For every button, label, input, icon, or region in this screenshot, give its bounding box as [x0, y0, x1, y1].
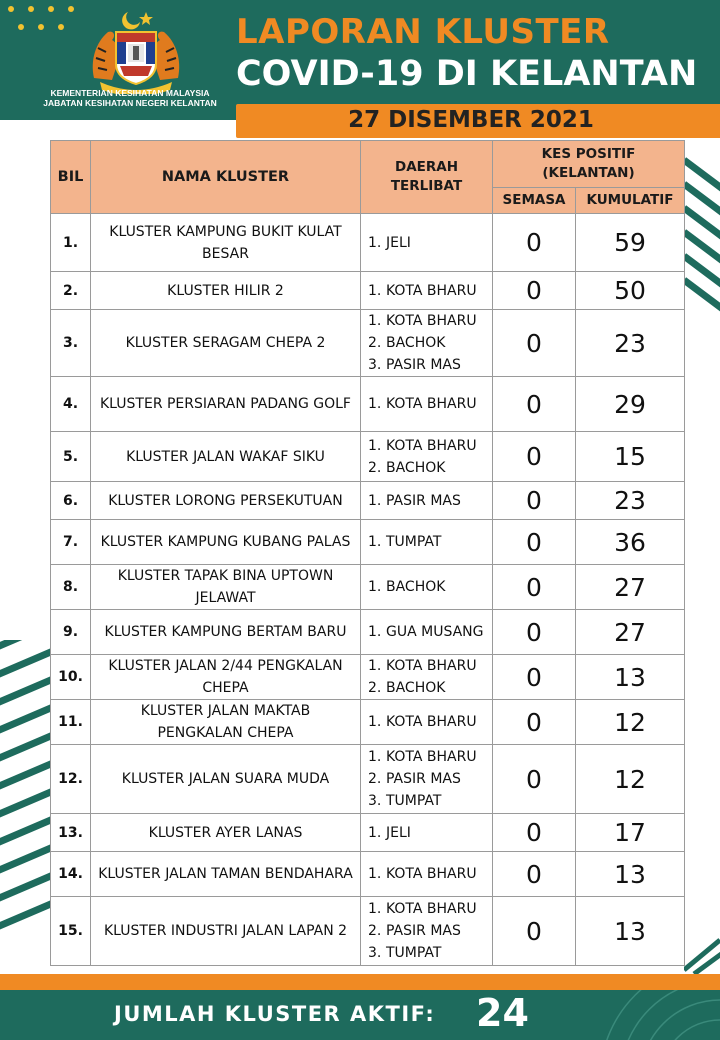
daerah-item-number: 1.	[368, 282, 382, 299]
table-row	[51, 272, 685, 310]
daerah-item	[364, 677, 489, 699]
daerah-item-number: 1.	[368, 866, 382, 882]
cell-kumulatif: 29	[576, 377, 685, 432]
cell-semasa: 0	[493, 310, 576, 377]
total-active-clusters-label: JUMLAH KLUSTER AKTIF:	[114, 1002, 436, 1026]
cell-daerah-terlibat	[361, 852, 493, 897]
cell-semasa: 0	[493, 745, 576, 814]
cell-bil: 12.	[51, 745, 91, 814]
cell-bil: 10.	[51, 655, 91, 700]
table-row	[51, 610, 685, 655]
cell-semasa: 0	[493, 565, 576, 610]
daerah-item-number: 1.	[368, 714, 382, 730]
daerah-item	[364, 310, 489, 332]
cell-daerah-terlibat	[361, 655, 493, 700]
daerah-item-number: 1.	[368, 901, 382, 917]
daerah-item-number: 1.	[368, 396, 382, 412]
daerah-item	[364, 435, 489, 457]
cell-nama-kluster: KLUSTER PERSIARAN PADANG GOLF	[91, 377, 361, 432]
cell-kumulatif: 13	[576, 655, 685, 700]
header-kes-line-1: KES POSITIF	[541, 146, 636, 162]
cell-nama-kluster: KLUSTER KAMPUNG KUBANG PALAS	[91, 520, 361, 565]
cell-kumulatif: 13	[576, 897, 685, 966]
cell-semasa: 0	[493, 520, 576, 565]
cell-bil: 8.	[51, 565, 91, 610]
daerah-item-name: BACHOK	[386, 579, 446, 595]
table-row	[51, 377, 685, 432]
total-active-clusters-count: 24	[476, 991, 529, 1035]
decorative-stripes-right-bottom	[684, 930, 720, 974]
table-row	[51, 432, 685, 482]
daerah-item	[364, 490, 489, 512]
header-kumulatif: KUMULATIF	[576, 188, 685, 214]
cell-kumulatif: 17	[576, 814, 685, 852]
daerah-item	[364, 621, 489, 643]
daerah-item	[364, 393, 489, 415]
table-row	[51, 745, 685, 814]
ministry-name	[30, 88, 230, 108]
cell-semasa: 0	[493, 610, 576, 655]
table-row	[51, 700, 685, 745]
footer-accent-bar	[0, 974, 720, 990]
daerah-item-name: PASIR MAS	[386, 771, 461, 787]
daerah-item	[364, 457, 489, 479]
daerah-item	[364, 920, 489, 942]
decorative-stripes-left	[0, 640, 50, 940]
cell-semasa: 0	[493, 700, 576, 745]
cell-daerah-terlibat	[361, 565, 493, 610]
daerah-item-number: 2.	[368, 771, 382, 787]
daerah-item-name: KOTA BHARU	[386, 282, 477, 299]
table-row	[51, 655, 685, 700]
cell-semasa: 0	[493, 655, 576, 700]
decorative-dots	[4, 0, 84, 40]
cell-semasa: 0	[493, 377, 576, 432]
cell-daerah-terlibat	[361, 214, 493, 272]
report-date: 27 DISEMBER 2021	[348, 107, 594, 133]
cluster-table	[50, 140, 685, 966]
daerah-item-name: BACHOK	[386, 335, 446, 351]
header-daerah-terlibat	[361, 141, 493, 214]
daerah-item-name: TUMPAT	[386, 945, 442, 961]
table-row	[51, 310, 685, 377]
daerah-item-name: KOTA BHARU	[386, 749, 477, 765]
daerah-item-name: JELI	[386, 234, 411, 251]
cell-kumulatif: 59	[576, 214, 685, 272]
cell-semasa: 0	[493, 897, 576, 966]
table-row	[51, 520, 685, 565]
ministry-line-1: KEMENTERIAN KESIHATAN MALAYSIA	[50, 88, 210, 98]
table-row	[51, 897, 685, 966]
daerah-item	[364, 280, 489, 302]
daerah-item-name: BACHOK	[386, 459, 446, 476]
cell-bil: 9.	[51, 610, 91, 655]
daerah-item-name: KOTA BHARU	[386, 714, 477, 730]
cell-kumulatif: 23	[576, 310, 685, 377]
daerah-item-number: 2.	[368, 923, 382, 939]
daerah-item-number: 1.	[368, 437, 382, 454]
header-nama-kluster: NAMA KLUSTER	[91, 141, 361, 214]
daerah-item-number: 3.	[368, 793, 382, 809]
cell-kumulatif: 27	[576, 565, 685, 610]
daerah-item	[364, 354, 489, 376]
daerah-item	[364, 711, 489, 733]
cell-nama-kluster: KLUSTER TAPAK BINA UPTOWN JELAWAT	[91, 565, 361, 610]
cell-semasa: 0	[493, 814, 576, 852]
daerah-item-number: 1.	[368, 824, 382, 841]
cell-bil: 4.	[51, 377, 91, 432]
cell-semasa: 0	[493, 482, 576, 520]
cell-bil: 15.	[51, 897, 91, 966]
report-subtitle: COVID-19 DI KELANTAN	[236, 54, 698, 94]
cell-nama-kluster: KLUSTER KAMPUNG BUKIT KULAT BESAR	[91, 214, 361, 272]
daerah-item	[364, 332, 489, 354]
daerah-item	[364, 746, 489, 768]
daerah-item-number: 1.	[368, 579, 382, 595]
cell-bil: 6.	[51, 482, 91, 520]
cell-kumulatif: 13	[576, 852, 685, 897]
daerah-item-name: KOTA BHARU	[386, 396, 477, 412]
daerah-item-number: 1.	[368, 749, 382, 765]
cell-semasa: 0	[493, 272, 576, 310]
daerah-item	[364, 232, 489, 254]
cell-nama-kluster: KLUSTER JALAN TAMAN BENDAHARA	[91, 852, 361, 897]
cell-kumulatif: 23	[576, 482, 685, 520]
table-row	[51, 565, 685, 610]
daerah-item-number: 1.	[368, 624, 382, 640]
header-daerah-line-2: TERLIBAT	[390, 178, 463, 194]
cell-daerah-terlibat	[361, 700, 493, 745]
cell-bil: 2.	[51, 272, 91, 310]
cell-daerah-terlibat	[361, 897, 493, 966]
cell-nama-kluster: KLUSTER JALAN WAKAF SIKU	[91, 432, 361, 482]
daerah-item-name: TUMPAT	[386, 793, 442, 809]
daerah-item-name: KOTA BHARU	[386, 658, 477, 674]
report-title: LAPORAN KLUSTER	[236, 12, 610, 52]
daerah-item	[364, 790, 489, 812]
cell-bil: 11.	[51, 700, 91, 745]
daerah-item	[364, 576, 489, 598]
cell-kumulatif: 36	[576, 520, 685, 565]
cell-kumulatif: 15	[576, 432, 685, 482]
daerah-item-number: 2.	[368, 680, 382, 696]
cell-nama-kluster: KLUSTER KAMPUNG BERTAM BARU	[91, 610, 361, 655]
daerah-item-number: 1.	[368, 313, 382, 329]
daerah-item-number: 1.	[368, 534, 382, 550]
decorative-stripes-right	[684, 150, 720, 330]
cell-kumulatif: 50	[576, 272, 685, 310]
cell-daerah-terlibat	[361, 482, 493, 520]
table-row	[51, 852, 685, 897]
daerah-item-number: 1.	[368, 492, 382, 509]
cell-nama-kluster: KLUSTER SERAGAM CHEPA 2	[91, 310, 361, 377]
header-semasa: SEMASA	[493, 188, 576, 214]
daerah-item-name: PASIR MAS	[386, 492, 461, 509]
cell-daerah-terlibat	[361, 745, 493, 814]
daerah-item-name: PASIR MAS	[386, 923, 461, 939]
ministry-line-2: JABATAN KESIHATAN NEGERI KELANTAN	[43, 98, 217, 108]
daerah-item-name: KOTA BHARU	[386, 437, 477, 454]
daerah-item-name: PASIR MAS	[386, 357, 461, 373]
cell-semasa: 0	[493, 214, 576, 272]
cell-daerah-terlibat	[361, 377, 493, 432]
daerah-item	[364, 531, 489, 553]
cell-daerah-terlibat	[361, 610, 493, 655]
cell-bil: 3.	[51, 310, 91, 377]
header-kes-positif	[493, 141, 685, 188]
daerah-item	[364, 863, 489, 885]
daerah-item-number: 3.	[368, 945, 382, 961]
cell-bil: 13.	[51, 814, 91, 852]
daerah-item-name: KOTA BHARU	[386, 313, 477, 329]
cell-nama-kluster: KLUSTER INDUSTRI JALAN LAPAN 2	[91, 897, 361, 966]
daerah-item-name: GUA MUSANG	[386, 624, 484, 640]
cell-nama-kluster: KLUSTER LORONG PERSEKUTUAN	[91, 482, 361, 520]
daerah-item-number: 1.	[368, 234, 382, 251]
table-row	[51, 814, 685, 852]
header-daerah-line-1: DAERAH	[394, 159, 459, 175]
cell-daerah-terlibat	[361, 814, 493, 852]
daerah-item	[364, 655, 489, 677]
cell-nama-kluster: KLUSTER AYER LANAS	[91, 814, 361, 852]
cluster-table-body	[51, 214, 685, 966]
cell-daerah-terlibat	[361, 272, 493, 310]
cell-nama-kluster: KLUSTER JALAN MAKTAB PENGKALAN CHEPA	[91, 700, 361, 745]
cell-daerah-terlibat	[361, 310, 493, 377]
table-row	[51, 482, 685, 520]
cell-bil: 14.	[51, 852, 91, 897]
cell-kumulatif: 12	[576, 700, 685, 745]
daerah-item-name: JELI	[386, 824, 411, 841]
cell-nama-kluster: KLUSTER JALAN 2/44 PENGKALAN CHEPA	[91, 655, 361, 700]
malaysia-coat-of-arms-icon	[86, 8, 186, 94]
daerah-item-number: 2.	[368, 335, 382, 351]
cell-semasa: 0	[493, 852, 576, 897]
cell-bil: 5.	[51, 432, 91, 482]
cell-daerah-terlibat	[361, 432, 493, 482]
daerah-item-number: 1.	[368, 658, 382, 674]
daerah-item-name: TUMPAT	[386, 534, 442, 550]
cell-bil: 7.	[51, 520, 91, 565]
table-row	[51, 214, 685, 272]
daerah-item	[364, 898, 489, 920]
cell-nama-kluster: KLUSTER JALAN SUARA MUDA	[91, 745, 361, 814]
daerah-item	[364, 942, 489, 964]
header-bil: BIL	[51, 141, 91, 214]
daerah-item-number: 2.	[368, 459, 382, 476]
cell-daerah-terlibat	[361, 520, 493, 565]
daerah-item-name: KOTA BHARU	[386, 901, 477, 917]
cell-kumulatif: 27	[576, 610, 685, 655]
daerah-item	[364, 822, 489, 844]
footer-arcs-decoration	[560, 990, 720, 1040]
cell-semasa: 0	[493, 432, 576, 482]
daerah-item-name: BACHOK	[386, 680, 446, 696]
header-kes-line-2: (KELANTAN)	[542, 165, 635, 181]
daerah-item	[364, 768, 489, 790]
cell-kumulatif: 12	[576, 745, 685, 814]
cell-nama-kluster: KLUSTER HILIR 2	[91, 272, 361, 310]
daerah-item-name: KOTA BHARU	[386, 866, 477, 882]
daerah-item-number: 3.	[368, 357, 382, 373]
cell-bil: 1.	[51, 214, 91, 272]
